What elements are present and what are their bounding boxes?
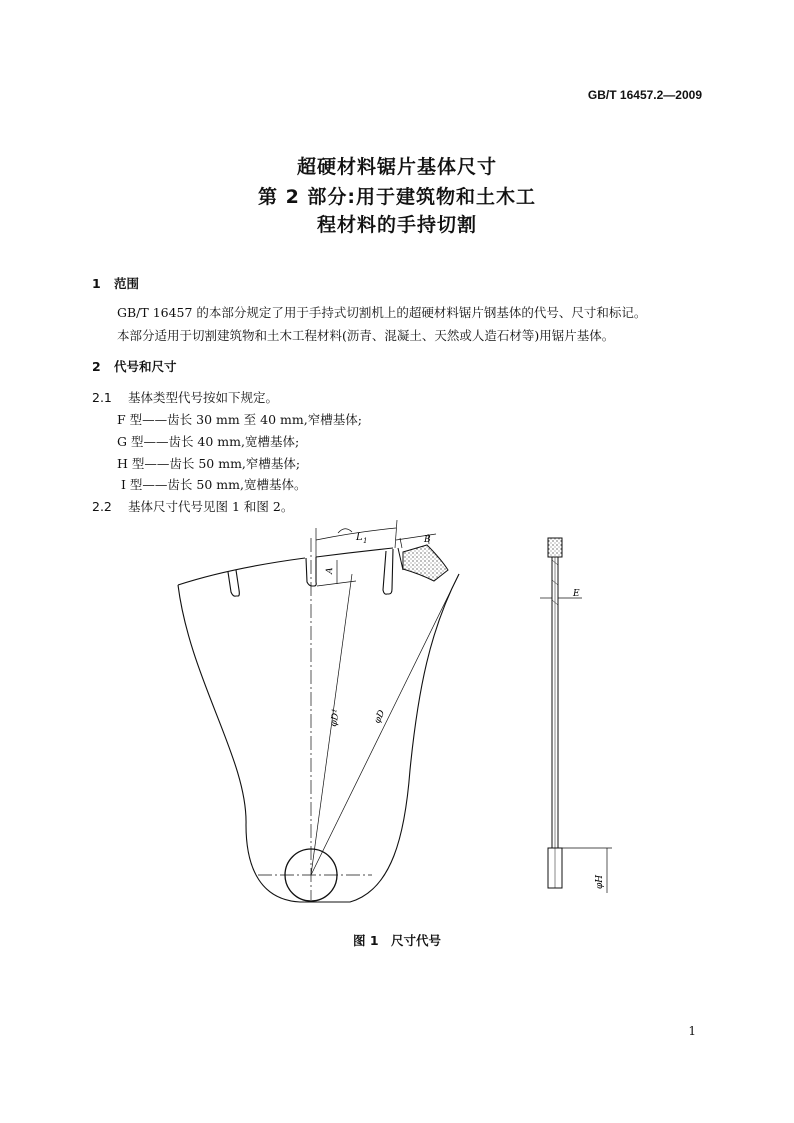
title-line-3: 程材料的手持切割 <box>316 214 477 236</box>
scope-paragraph-2: 本部分适用于切割建筑物和土木工程材料(沥青、混凝土、天然或人造石材等)用锯片基体。 <box>117 328 615 343</box>
label-L1: L <box>356 532 363 543</box>
clause-text: 基体类型代号按如下规定。 <box>128 390 279 405</box>
dimension-A <box>317 560 356 586</box>
figure-caption: 图 1 尺寸代号 <box>352 933 442 948</box>
label-A: A <box>325 567 336 575</box>
label-L1-sub: 1 <box>363 537 368 545</box>
diamond-segment <box>398 545 448 581</box>
section-title: 代号和尺寸 <box>114 359 177 374</box>
clause-number: 2.1 <box>92 390 112 405</box>
label-D1-sub: 1 <box>330 707 339 714</box>
type-item: G 型——齿长 40 mm,宽槽基体; <box>117 434 300 449</box>
label-D1: φD <box>329 712 342 728</box>
standard-number: GB/T 16457.2—2009 <box>587 88 702 102</box>
title-line-1: 超硬材料锯片基体尺寸 <box>296 156 497 178</box>
section-number: 2 <box>92 359 101 374</box>
blade-sector <box>178 548 459 902</box>
section-number: 1 <box>92 276 101 291</box>
label-E: E <box>573 589 580 599</box>
type-item: F 型——齿长 30 mm 至 40 mm,窄槽基体; <box>117 412 362 427</box>
scope-paragraph-1: GB/T 16457 的本部分规定了用于手持式切割机上的超硬材料锯片钢基体的代号、尺寸和标记。 <box>117 305 647 320</box>
clause-number: 2.2 <box>92 499 112 514</box>
label-D: φD <box>372 708 388 726</box>
type-item: H 型——齿长 50 mm,窄槽基体; <box>117 456 301 471</box>
centre-lines <box>258 538 459 900</box>
label-B: B <box>424 535 431 545</box>
type-item: I 型——齿长 50 mm,宽槽基体。 <box>121 477 307 492</box>
label-H: φH <box>595 874 605 889</box>
title-line-2: 第 2 部分:用于建筑物和土木工 <box>257 186 537 208</box>
clause-text: 基体尺寸代号见图 1 和图 2。 <box>128 499 294 514</box>
section-title: 范围 <box>114 276 140 291</box>
page-number: 1 <box>688 1024 696 1038</box>
slots <box>228 549 393 596</box>
